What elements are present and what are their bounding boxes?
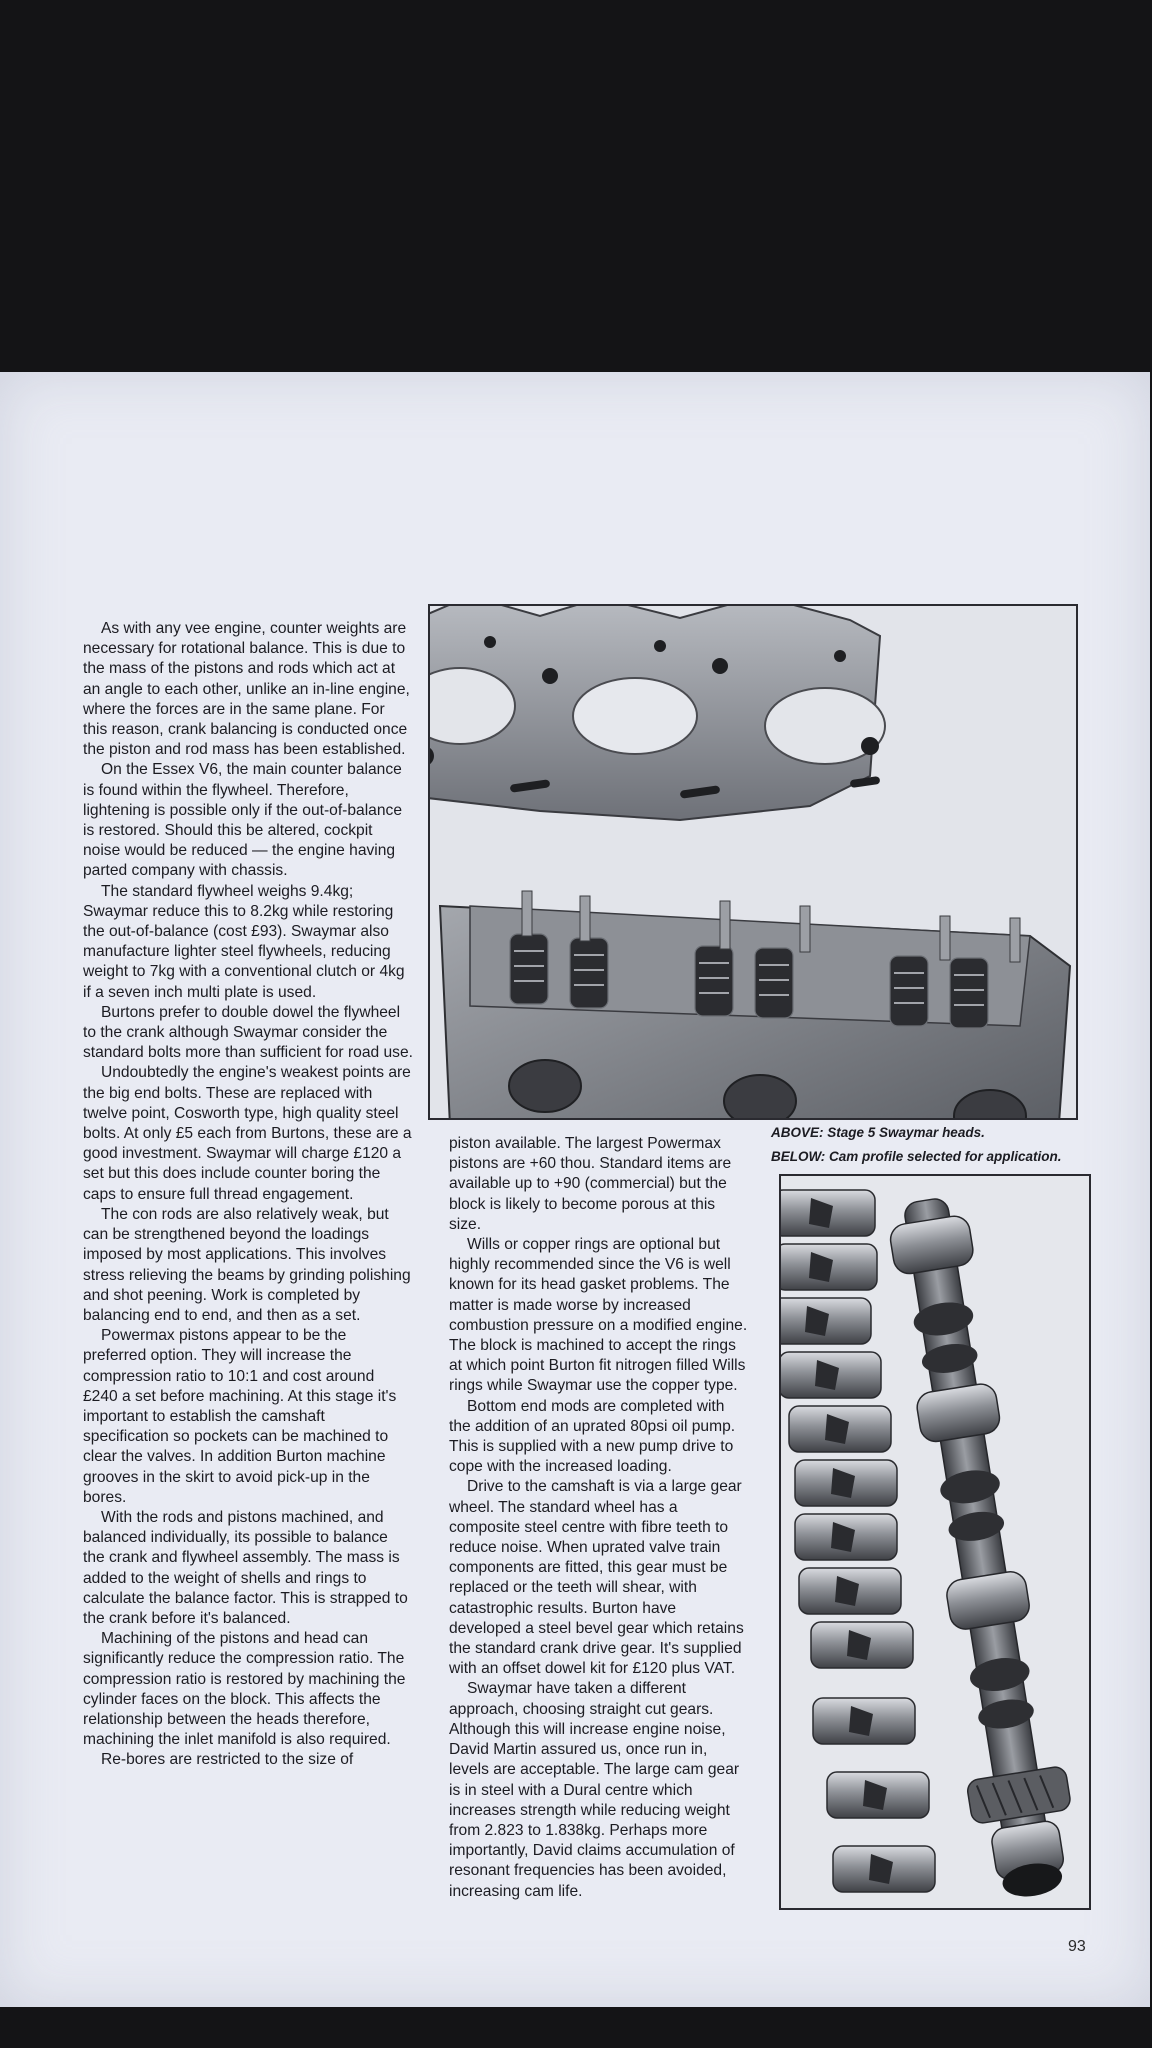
paragraph: Burtons prefer to double dowel the flywheel to the crank although Swaymar consider the standard bolts more than sufficient for road use. [83,1003,413,1062]
caption-above: ABOVE: Stage 5 Swaymar heads. [771,1125,985,1140]
paragraph: As with any vee engine, counter weights are necessary for rotational balance. This is due to the mass of the pistons and rods which act at an angle to each other, unlike an in-line engine, where the forces are in the same plane. For this reason, crank balancing is conducted once the piston and rod mass has been established. [83,620,410,759]
paragraph: Powermax pistons appear to be the preferred option. They will increase the compression ratio to 10:1 and cost around £240 a set before machining. At this stage it's important to establish the camshaft specification so pockets can be machined to clear the valves. In addition Burton machine grooves in the skirt to avoid pick-up in the bores. [83,1327,397,1506]
paragraph: On the Essex V6, the main counter balance is found within the flywheel. Therefore, lightening is possible only if the out-of-balance is restored. Should this be altered, cockpit noise would be reduced — the engine having parted company with chassis. [83,761,403,880]
paragraph: Re-bores are restricted to the size of [101,1751,354,1769]
paragraph: Swaymar have taken a different approach, choosing straight cut gears. Although this will increase engine noise, David Martin assured us, once run in, levels are acceptable. The large cam gear is in steel with a Dural centre which increases strength while reducing weight from 2.823 to 1.838kg. Perhaps more importantly, David claims accumulation of resonant frequencies has been avoided, increasing cam life. [449,1680,740,1900]
paragraph: With the rods and pistons machined, and balanced individually, its possible to balance the crank and flywheel assembly. The mass is added to the weight of shells and rings to calculate the balance factor. This is strapped to the crank before it's balanced. [83,1508,408,1627]
paragraph: Drive to the camshaft is via a large gear wheel. The standard wheel has a composite steel centre with fibre teeth to reduce noise. When uprated valve train components are fitted, this gear must be replaced or the teeth will shear, with catastrophic results. Burton have developed a steel bevel gear which retains the standard crank drive gear. It's supplied with an offset dowel kit for £120 plus VAT. [449,1478,744,1678]
caption-below: BELOW: Cam profile selected for application. [771,1149,1062,1164]
cylinder-heads-photo [428,604,1078,1120]
paragraph: The standard flywheel weighs 9.4kg; Swaymar reduce this to 8.2kg while restoring the out-of-balance (cost £93). Swaymar also manufacture lighter steel flywheels, reducing weight to 7kg with a conventional clutch or 4kg if a seven inch multi plate is used. [83,882,405,1001]
paragraph: The con rods are also relatively weak, but can be strengthened beyond the loadings imposed by most applications. This involves stress relieving the beams by grinding polishing and shot peening. Work is completed by balancing end to end, and then as a set. [83,1205,411,1324]
paragraph: Machining of the pistons and head can significantly reduce the compression ratio. The compression ratio is restored by machining the cylinder faces on the block. This affects the relationship between the heads therefore, machining the inlet manifold is also required. [83,1630,406,1749]
article-column-1 [83,619,413,1771]
paragraph: Wills or copper rings are optional but highly recommended since the V6 is well known for its head gasket problems. The matter is made worse by increased combustion pressure on a modified engine. The block is machined to accept the rings at which point Burton fit nitrogen filled Wills rings while Swaymar use the copper type. [449,1236,748,1395]
article-column-2 [449,1134,749,1902]
camshaft-illustration [781,1176,1089,1908]
magazine-page [0,372,1150,2007]
cylinder-heads-illustration [430,606,1076,1118]
camshaft-photo [779,1174,1091,1910]
paragraph: Bottom end mods are completed with the addition of an uprated 80psi oil pump. This is supplied with a new pump drive to cope with the increased loading. [449,1397,736,1476]
paragraph: piston available. The largest Powermax pistons are +60 thou. Standard items are available up to +90 (commercial) but the block is likely to become porous at this size. [449,1135,732,1233]
paragraph: Undoubtedly the engine's weakest points are the big end bolts. These are replaced with twelve point, Cosworth type, high quality steel bolts. At only £5 each from Burtons, these are a good investment. Swaymar will charge £120 a set but this does include counter boring the caps to ensure full thread engagement. [83,1064,412,1203]
page-number: 93 [1068,1938,1086,1955]
